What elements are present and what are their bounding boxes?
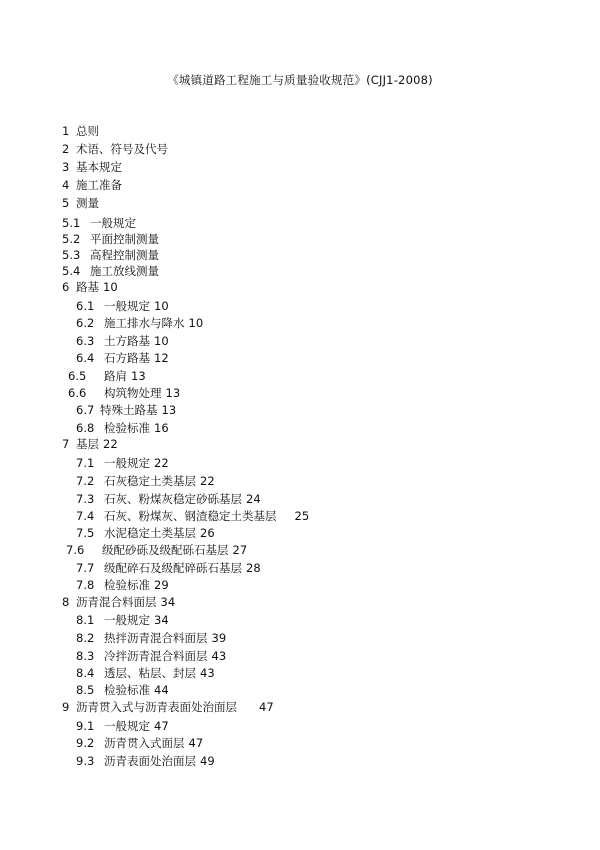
toc-entry[interactable] [76,719,169,733]
toc-entry[interactable] [62,264,159,278]
toc-entry[interactable] [62,700,274,714]
toc-entry-number: 6.3 [76,334,95,348]
toc-entry-title: 基层 [76,437,99,451]
toc-entry[interactable] [62,124,99,138]
toc-entry-number: 8.4 [76,666,95,680]
toc-entry-title: 一般规定 [104,456,150,470]
toc-entry-title: 路基 [76,280,99,294]
toc-entry-number: 6.8 [76,421,95,435]
toc-entry[interactable] [76,299,169,313]
toc-entry-page: 25 [294,509,310,523]
toc-entry[interactable] [62,437,118,451]
toc-entry-title: 一般规定 [104,719,150,733]
toc-entry[interactable] [62,196,99,210]
toc-entry-title: 石方路基 [104,351,150,365]
toc-entry-page: 47 [154,719,169,733]
toc-entry[interactable] [76,421,169,435]
toc-entry-title: 级配砂砾及级配砾石基层 [102,543,229,557]
toc-entry-page: 13 [165,386,181,400]
toc-entry-number: 5.3 [62,248,81,262]
toc-entry-page: 10 [103,280,118,294]
toc-entry-number: 7 [62,437,70,451]
toc-entry-number: 8.1 [76,613,95,627]
toc-entry-title: 一般规定 [104,299,150,313]
toc-entry-number: 8.5 [76,683,95,697]
toc-entry-number: 6 [62,280,70,294]
toc-entry-title: 施工放线测量 [90,264,159,278]
toc-entry-page: 10 [154,334,169,348]
toc-entry-number: 7.8 [76,578,95,592]
toc-entry[interactable] [62,248,159,262]
toc-entry[interactable] [62,216,136,230]
toc-entry-title: 沥青混合料面层 [76,595,157,609]
toc-entry-title: 石灰、粉煤灰、钢渣稳定土类基层 [104,509,277,523]
toc-entry[interactable] [76,683,169,697]
toc-entry[interactable] [66,543,247,557]
toc-entry-title: 热拌沥青混合料面层 [104,631,208,645]
toc-entry-title: 一般规定 [90,216,136,230]
toc-entry-title: 级配碎石及级配碎砾石基层 [104,561,242,575]
toc-entry-number: 7.1 [76,456,95,470]
toc-entry[interactable] [76,474,215,488]
toc-entry-title: 水泥稳定土类基层 [104,526,196,540]
toc-entry-page: 22 [103,437,118,451]
toc-entry-page: 43 [200,666,215,680]
toc-entry[interactable] [76,316,203,330]
toc-entry-number: 8.3 [76,649,95,663]
toc-entry-page: 13 [161,403,177,417]
toc-entry-number: 7.2 [76,474,95,488]
toc-entry-number: 6.5 [68,369,87,383]
toc-entry[interactable] [62,142,168,156]
toc-entry[interactable] [62,178,122,192]
toc-entry-page: 27 [232,543,248,557]
toc-entry-number: 9.1 [76,719,95,733]
toc-entry-title: 构筑物处理 [104,386,162,400]
toc-entry[interactable] [68,386,180,400]
toc-entry-page: 22 [200,474,215,488]
toc-entry-number: 5 [62,196,70,210]
toc-entry-title: 沥青表面处治面层 [104,754,196,768]
toc-entry[interactable] [76,613,169,627]
toc-entry-title: 一般规定 [104,613,150,627]
toc-entry-number: 6.2 [76,316,95,330]
toc-entry-title: 检验标准 [104,578,150,592]
toc-entry-number: 8 [62,595,70,609]
toc-entry-title: 检验标准 [104,421,150,435]
toc-entry-page: 24 [246,492,261,506]
toc-entry-number: 7.4 [76,509,95,523]
toc-entry-title: 施工准备 [76,178,122,192]
toc-entry-number: 7.3 [76,492,95,506]
toc-entry-number: 8.2 [76,631,95,645]
toc-entry-page: 12 [154,351,169,365]
toc-entry-title: 冷拌沥青混合料面层 [104,649,208,663]
toc-entry-page: 10 [154,299,169,313]
toc-entry-title: 施工排水与降水 [104,316,185,330]
toc-entry-number: 5.2 [62,232,81,246]
toc-entry-number: 2 [62,142,70,156]
toc-entry-title: 总则 [76,124,99,138]
toc-entry-title: 基本规定 [76,160,122,174]
toc-entry[interactable] [76,561,261,575]
toc-entry-page: 22 [154,456,169,470]
toc-entry[interactable] [76,492,261,506]
toc-entry-title: 特殊土路基 [100,403,158,417]
toc-entry-page: 47 [259,700,274,714]
toc-entry-number: 6.7 [76,403,95,417]
toc-entry[interactable] [76,334,169,348]
toc-entry-number: 5.1 [62,216,81,230]
toc-entry[interactable] [76,631,226,645]
toc-entry-title: 沥青贯入式与沥青表面处治面层 [76,700,237,714]
document-title: 《城镇道路工程施工与质量验收规范》(CJJ1-2008) [167,73,433,87]
toc-entry-number: 9.3 [76,754,95,768]
toc-entry-page: 44 [154,683,169,697]
toc-entry-number: 3 [62,160,70,174]
toc-entry[interactable] [76,403,176,417]
toc-entry-title: 检验标准 [104,683,150,697]
toc-entry-number: 7.6 [66,543,85,557]
toc-entry-number: 6.6 [68,386,87,400]
toc-entry[interactable] [62,232,159,246]
toc-entry[interactable] [76,666,215,680]
toc-entry-title: 高程控制测量 [90,248,159,262]
toc-entry-page: 49 [200,754,215,768]
toc-entry-number: 7.7 [76,561,95,575]
toc-entry-title: 石灰稳定土类基层 [104,474,196,488]
toc-entry[interactable] [76,736,203,750]
toc-entry-page: 26 [200,526,215,540]
toc-entry-title: 术语、符号及代号 [76,142,168,156]
toc-entry-number: 4 [62,178,70,192]
toc-entry[interactable] [68,369,146,383]
toc-entry-page: 34 [160,595,176,609]
toc-entry-number: 1 [62,124,70,138]
toc-entry-page: 16 [154,421,169,435]
toc-entry-page: 39 [211,631,227,645]
toc-entry[interactable] [62,595,175,609]
toc-entry[interactable] [76,456,169,470]
toc-entry[interactable] [76,754,215,768]
toc-entry-number: 6.1 [76,299,95,313]
toc-entry-title: 平面控制测量 [90,232,159,246]
toc-entry[interactable] [76,649,226,663]
toc-entry-title: 路肩 [104,369,127,383]
toc-entry[interactable] [62,280,118,294]
toc-entry-number: 6.4 [76,351,95,365]
toc-entry-title: 土方路基 [104,334,150,348]
toc-entry-number: 9.2 [76,736,95,750]
toc-entry-title: 石灰、粉煤灰稳定砂砾基层 [104,492,242,506]
toc-entry-page: 47 [188,736,204,750]
toc-entry-page: 34 [154,613,169,627]
toc-entry-page: 13 [131,369,146,383]
toc-entry[interactable] [62,160,122,174]
toc-entry-page: 29 [154,578,169,592]
toc-entry[interactable] [76,578,169,592]
toc-entry-number: 9 [62,700,70,714]
toc-entry-title: 测量 [76,196,99,210]
toc-entry-number: 7.5 [76,526,95,540]
toc-entry[interactable] [76,509,309,523]
toc-entry-title: 沥青贯入式面层 [104,736,185,750]
toc-entry[interactable] [76,351,169,365]
toc-entry-title: 透层、粘层、封层 [104,666,196,680]
toc-entry-page: 28 [246,561,261,575]
toc-entry[interactable] [76,526,215,540]
toc-entry-page: 10 [188,316,204,330]
toc-entry-number: 5.4 [62,264,81,278]
toc-entry-page: 43 [211,649,227,663]
